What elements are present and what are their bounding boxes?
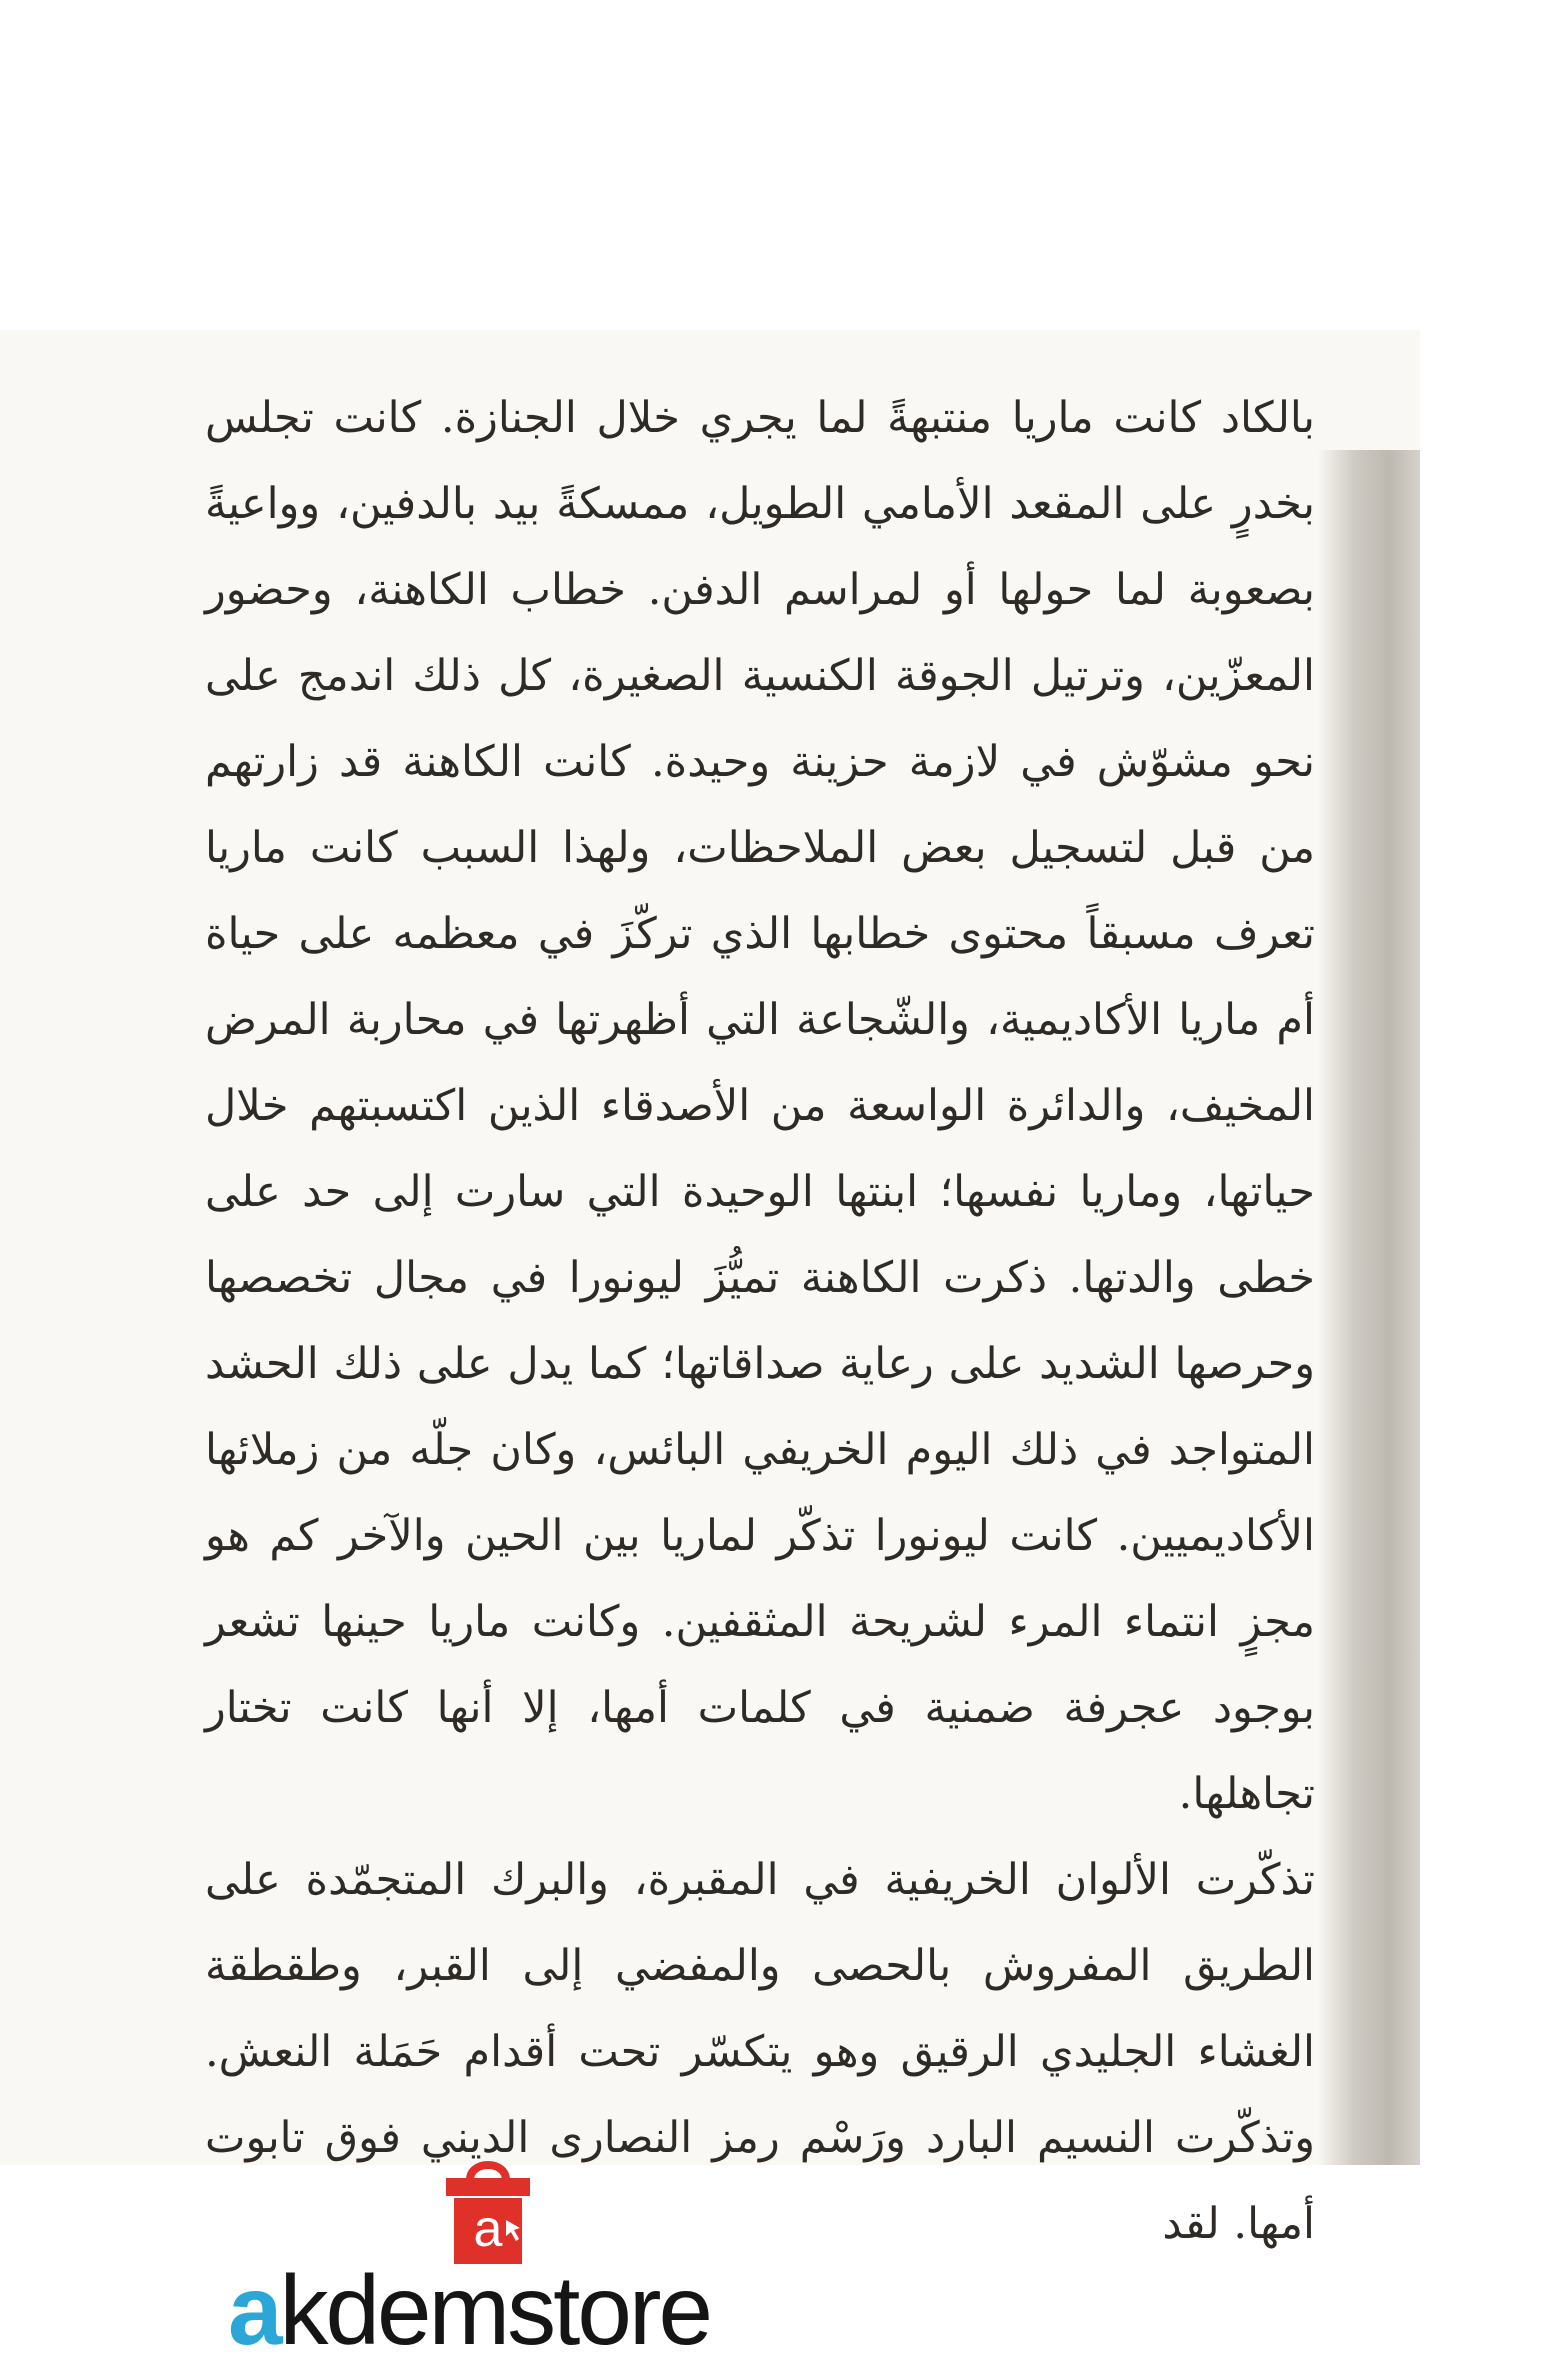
shopping-bag-icon — [428, 2150, 548, 2270]
body-text — [205, 375, 1315, 2267]
logo-wordmark — [228, 2255, 711, 2365]
paragraph-1: بالكاد كانت ماريا منتبهةً لما يجري خلال الجنازة. كانت تجلس بخدرٍ على المقعد الأمامي الطويل، ممسكةً بيد بالدفين، وواعيةً بصعوبة لما حولها أو لمراسم الدفن. خطاب الكاهنة، وحضور المعزّين، وترتيل الجوقة الكنسية الصغيرة، كل ذلك اندمج على نحو مشوّش في لازمة حزينة وحيدة. كانت الكاهنة قد زارتهم من قبل لتسجيل بعض الملاحظات، ولهذا السبب كانت ماريا تعرف مسبقاً محتوى خطابها الذي تركّزَ في معظمه على حياة أم ماريا الأكاديمية، والشّجاعة التي أظهرتها في محاربة المرض المخيف، والدائرة الواسعة من الأصدقاء الذين اكتسبتهم خلال حياتها، وماريا نفسها؛ ابنتها الوحيدة التي سارت إلى حد على خطى والدتها. ذكرت الكاهنة تميُّزَ ليونورا في مجال تخصصها وحرصها الشديد على رعاية صداقاتها؛ كما يدل على ذلك الحشد المتواجد في ذلك اليوم الخريفي البائس، وكان جلّه من زملائها الأكاديميين. كانت ليونورا تذكّر لماريا بين الحين والآخر كم هو مجزٍ انتماء المرء لشريحة المثقفين. وكانت ماريا حينها تشعر بوجود عجرفة ضمنية في كلمات أمها، إلا أنها كانت تختار تجاهلها. — [205, 393, 1315, 1819]
logo-wordmark-accent: a — [228, 2255, 280, 2365]
binding-shadow — [1318, 450, 1420, 2165]
akdemstore-logo — [228, 2150, 748, 2365]
paragraph-2: تذكّرت الألوان الخريفية في المقبرة، والبرك المتجمّدة على الطريق المفروش بالحصى والمفضي إلى القبر، وطقطقة الغشاء الجليدي الرقيق وهو يتكسّر تحت أقدام حَمَلة النعش. وتذكّرت النسيم البارد ورَسْم رمز النصارى الديني فوق تابوت أمها. لقد — [205, 1855, 1315, 2249]
logo-wordmark-rest: kdemstore — [279, 2255, 711, 2365]
bag-letter: a — [473, 2200, 503, 2258]
